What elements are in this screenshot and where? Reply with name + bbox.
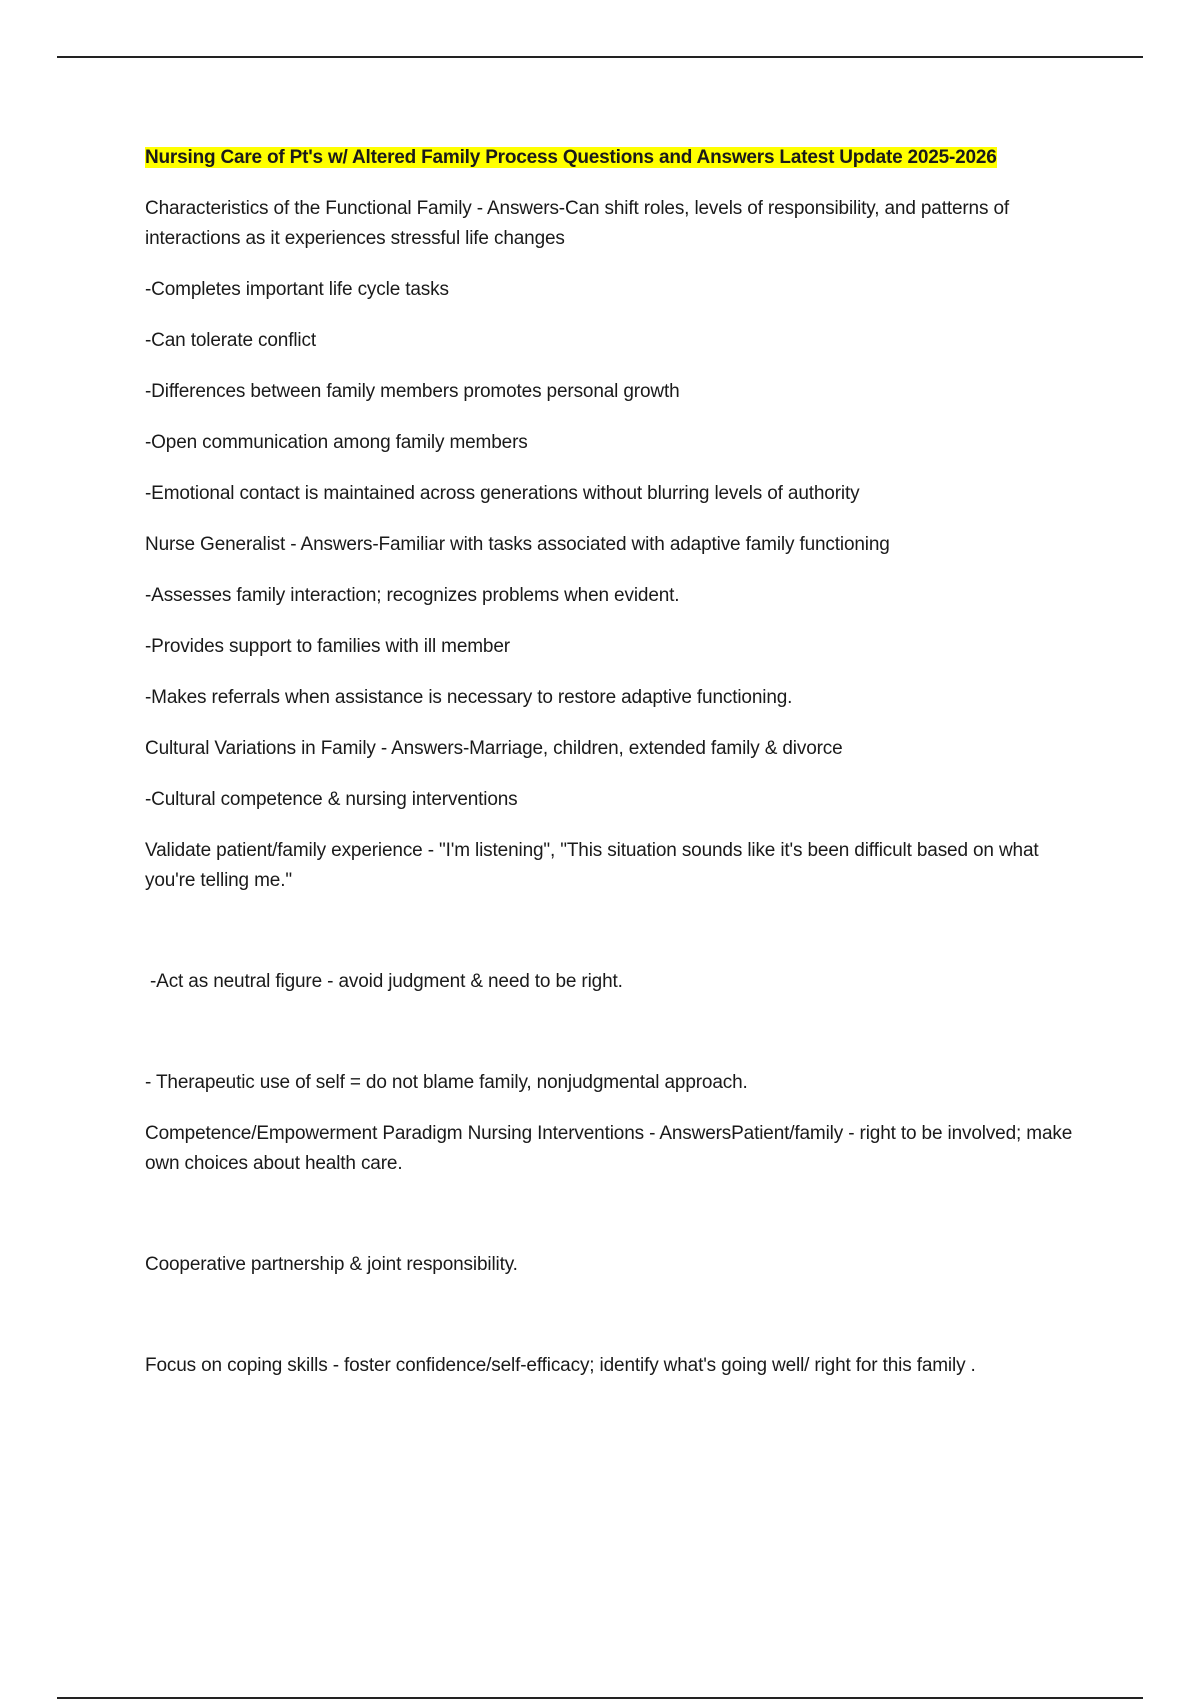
document-title: Nursing Care of Pt's w/ Altered Family Process Questions and Answers Latest Update 2025-2026 xyxy=(145,147,997,168)
paragraph-life-cycle: -Completes important life cycle tasks xyxy=(145,279,449,300)
paragraph-conflict: -Can tolerate conflict xyxy=(145,330,316,351)
paragraph-differences: -Differences between family members promotes personal growth xyxy=(145,381,680,402)
paragraph-cultural-variations: Cultural Variations in Family - Answers-Marriage, children, extended family & divorce xyxy=(145,738,843,759)
paragraph-validate-experience: Validate patient/family experience - "I'm listening", "This situation sounds like it's been difficult based on what you're telling me." xyxy=(145,840,1039,891)
title-container xyxy=(145,145,1090,172)
paragraph-cooperative-partnership: Cooperative partnership & joint responsibility. xyxy=(145,1254,518,1275)
paragraph-emotional-contact: -Emotional contact is maintained across generations without blurring levels of authority xyxy=(145,483,860,504)
paragraph-competence-empowerment: Competence/Empowerment Paradigm Nursing Interventions - AnswersPatient/family - right to be involved; make own choices about health care. xyxy=(145,1123,1073,1174)
paragraph-functional-family: Characteristics of the Functional Family - Answers-Can shift roles, levels of responsibility, and patterns of interactions as it experiences stressful life changes xyxy=(145,198,1009,249)
paragraph-provides-support: -Provides support to families with ill member xyxy=(145,636,510,657)
paragraph-makes-referrals: -Makes referrals when assistance is necessary to restore adaptive functioning. xyxy=(145,687,793,708)
paragraph-nurse-generalist: Nurse Generalist - Answers-Familiar with tasks associated with adaptive family functioning xyxy=(145,534,890,555)
bottom-divider xyxy=(57,1697,1143,1699)
paragraph-open-communication: -Open communication among family members xyxy=(145,432,528,453)
paragraph-neutral-figure: -Act as neutral figure - avoid judgment & need to be right. xyxy=(150,971,623,992)
top-divider xyxy=(57,56,1143,58)
paragraph-assesses-interaction: -Assesses family interaction; recognizes problems when evident. xyxy=(145,585,680,606)
paragraph-cultural-competence: -Cultural competence & nursing interventions xyxy=(145,789,518,810)
document-body xyxy=(145,145,1090,1402)
paragraph-coping-skills: Focus on coping skills - foster confidence/self-efficacy; identify what's going well/ right for this family . xyxy=(145,1355,976,1376)
paragraph-therapeutic-use: - Therapeutic use of self = do not blame family, nonjudgmental approach. xyxy=(145,1072,748,1093)
